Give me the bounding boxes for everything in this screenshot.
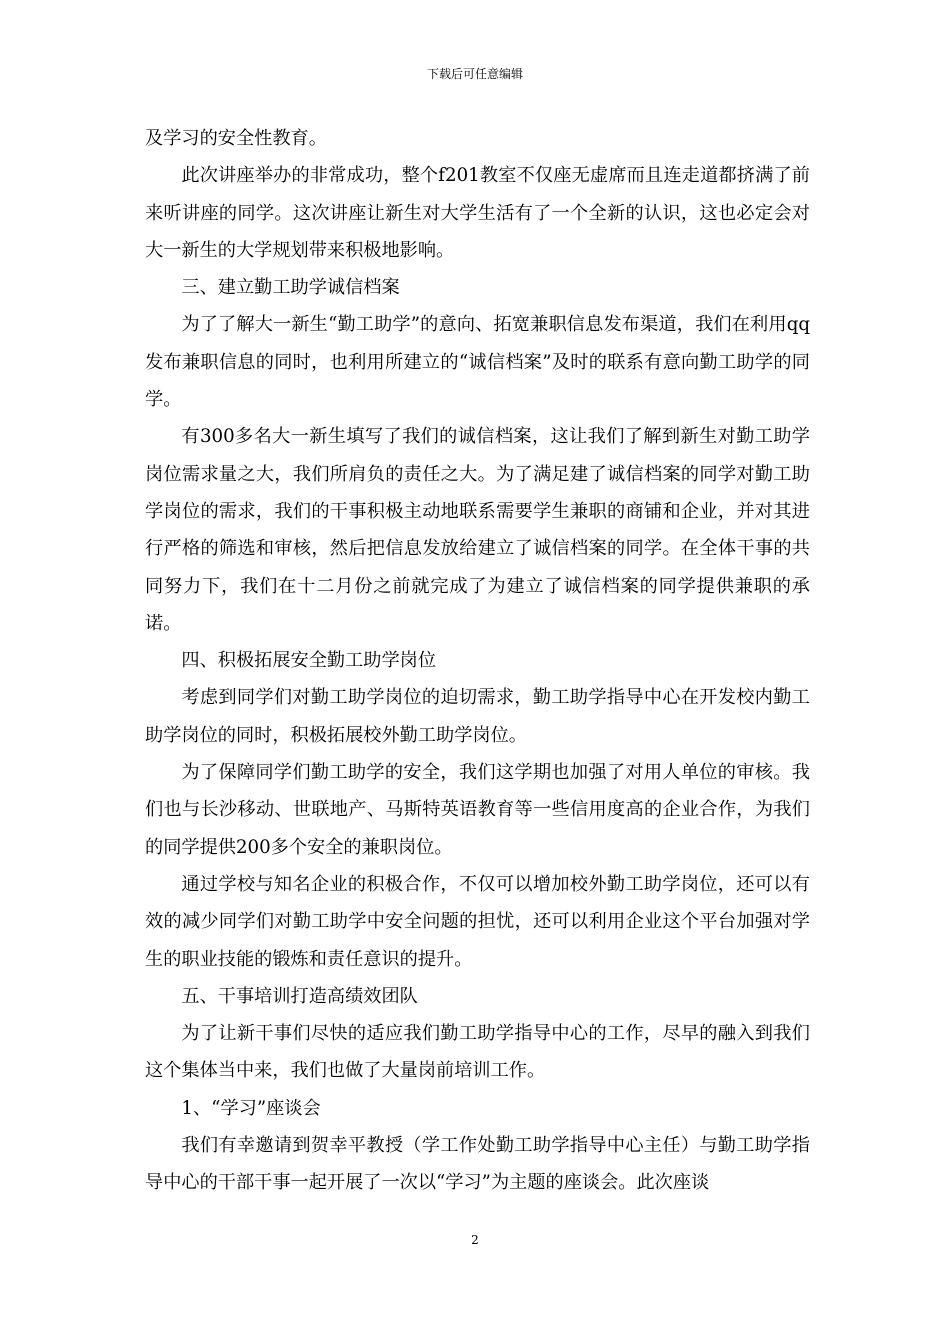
section-heading: 四、积极拓展安全勤工助学岗位	[181, 650, 437, 672]
paragraph: 为了了解大一新生“勤工助学”的意向、拓宽兼职信息发布渠道，我们在利用qq发布兼职信息的同时，也利用所建立的“诚信档案”及时的联系有意向勤工助学的同学。	[145, 314, 810, 411]
subsection-heading: 1、“学习”座谈会	[181, 1097, 321, 1119]
document-body	[145, 120, 810, 1202]
paragraph: 为了保障同学们勤工助学的安全，我们这学期也加强了对用人单位的审核。我们也与长沙移动、世联地产、马斯特英语教育等一些信用度高的企业合作，为我们的同学提供200多个安全的兼职岗位。	[145, 762, 810, 858]
paragraph: 我们有幸邀请到贺幸平教授（学工作处勤工助学指导中心主任）与勤工助学指导中心的干部干事一起开展了一次以“学习”为主题的座谈会。此次座谈	[145, 1135, 810, 1194]
paragraph: 及学习的安全性教育。	[145, 128, 327, 149]
section-heading: 三、建立勤工助学诚信档案	[181, 277, 400, 299]
page-number: 2	[471, 1233, 479, 1247]
paragraph: 为了让新干事们尽快的适应我们勤工助学指导中心的工作，尽早的融入到我们这个集体当中来，我们也做了大量岗前培训工作。	[145, 1023, 810, 1082]
section-heading: 五、干事培训打造高绩效团队	[181, 985, 418, 1007]
paragraph: 考虑到同学们对勤工助学岗位的迫切需求，勤工助学指导中心在开发校内勤工助学岗位的同时，积极拓展校外勤工助学岗位。	[145, 687, 810, 746]
paragraph: 通过学校与知名企业的积极合作，不仅可以增加校外勤工助学岗位，还可以有效的减少同学们对勤工助学中安全问题的担忧，还可以利用企业这个平台加强对学生的职业技能的锻炼和责任意识的提升。	[145, 873, 810, 970]
paragraph: 此次讲座举办的非常成功，整个f201教室不仅座无虚席而且连走道都挤满了前来听讲座的同学。这次讲座让新生对大学生活有了一个全新的认识，这也必定会对大一新生的大学规划带来积极地影响。	[145, 165, 810, 261]
paragraph: 有300多名大一新生填写了我们的诚信档案，这让我们了解到新生对勤工助学岗位需求量之大，我们所肩负的责任之大。为了满足建了诚信档案的同学对勤工助学岗位的需求，我们的干事积极主动地联系需要学生兼职的商铺和企业，并对其进行严格的筛选和审核，然后把信息发放给建立了诚信档案的同学。在全体干事的共同努力下，我们在十二月份之前就完成了为建立了诚信档案的同学提供兼职的承诺。	[145, 426, 810, 634]
page-header: 下载后可任意编辑	[426, 67, 523, 81]
